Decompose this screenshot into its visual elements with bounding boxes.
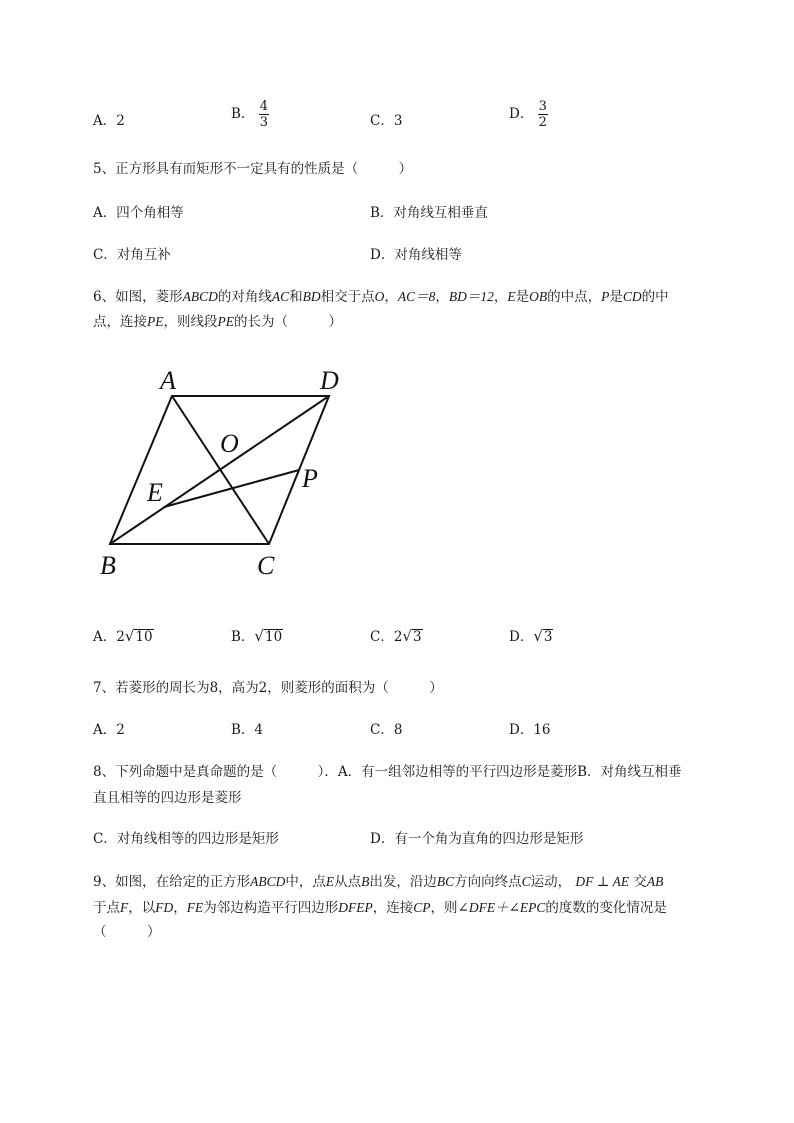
q9-stem-line1: 9、如图，在给定的正方形ABCD中，点E从点B出发，沿边BC方向向终点C运动， DF ⊥ AE 交AB	[93, 874, 664, 890]
label-a: A	[160, 366, 176, 395]
q5-stem: 5、正方形具有而矩形不一定具有的性质是（ ）	[93, 161, 413, 177]
q8-stem-line2: 直且相等的四边形是菱形	[93, 790, 242, 806]
segment-pe	[164, 470, 299, 507]
q9-stem-line2: 于点F，以FD，FE为邻边构造平行四边形DFEP，连接CP，则∠DFE＋∠EPC的度数的变化情况是	[93, 900, 667, 916]
q5-option-c: C．对角互补	[93, 247, 171, 263]
q7-stem: 7、若菱形的周长为8，高为2，则菱形的面积为（ ）	[93, 680, 443, 696]
label-o: O	[220, 429, 239, 458]
q4-option-b: B． $\frac{4}{3}$	[231, 99, 268, 130]
q9-stem-line3: （ ）	[93, 924, 161, 940]
q4-option-a: A．2	[93, 113, 125, 129]
q8-option-c: C．对角线相等的四边形是矩形	[93, 831, 279, 847]
rhombus-figure	[96, 360, 356, 582]
q6-option-c: C．2 √ 3	[370, 627, 422, 645]
q7-option-c: C．8	[370, 722, 403, 738]
label-c: C	[257, 551, 275, 580]
label-p: P	[302, 464, 318, 493]
sqrt: √ 10	[124, 627, 153, 645]
fraction: $\frac{4}{3}$	[259, 99, 268, 130]
q5-option-d: D．对角线相等	[370, 247, 462, 263]
q5-option-b: B．对角线互相垂直	[370, 205, 488, 221]
label-d: D	[320, 366, 339, 395]
sqrt: √ 3	[402, 627, 422, 645]
q7-option-a: A．2	[93, 722, 125, 738]
q8-option-d: D．有一个角为直角的四边形是矩形	[370, 831, 584, 847]
label-b: B	[100, 551, 116, 580]
label-e: E	[147, 478, 163, 507]
q5-option-a: A．四个角相等	[93, 205, 184, 221]
q8-stem-line1: 8、下列命题中是真命题的是（ ）．A．有一组邻边相等的平行四边形是菱形B．对角线互相垂	[93, 764, 682, 780]
q4-option-c: C．3	[370, 113, 403, 129]
q6-option-b: B． √ 10	[231, 627, 283, 645]
fraction: $\frac{3}{2}$	[538, 99, 547, 130]
q6-option-a: A．2 √ 10	[93, 627, 153, 645]
sqrt: √ 3	[533, 627, 553, 645]
q6-stem-line1: 6、如图，菱形ABCD的对角线AC和BD相交于点O，AC＝8，BD＝12，E是OB的中点，P是CD的中	[93, 289, 669, 305]
q6-stem-line2: 点，连接PE，则线段PE的长为（ ）	[93, 314, 342, 330]
q4-option-d: D． $\frac{3}{2}$	[509, 99, 547, 130]
q7-option-b: B．4	[231, 722, 264, 738]
q6-option-d: D． √ 3	[509, 627, 553, 645]
sqrt: √ 10	[254, 627, 283, 645]
q7-option-d: D．16	[509, 722, 551, 738]
